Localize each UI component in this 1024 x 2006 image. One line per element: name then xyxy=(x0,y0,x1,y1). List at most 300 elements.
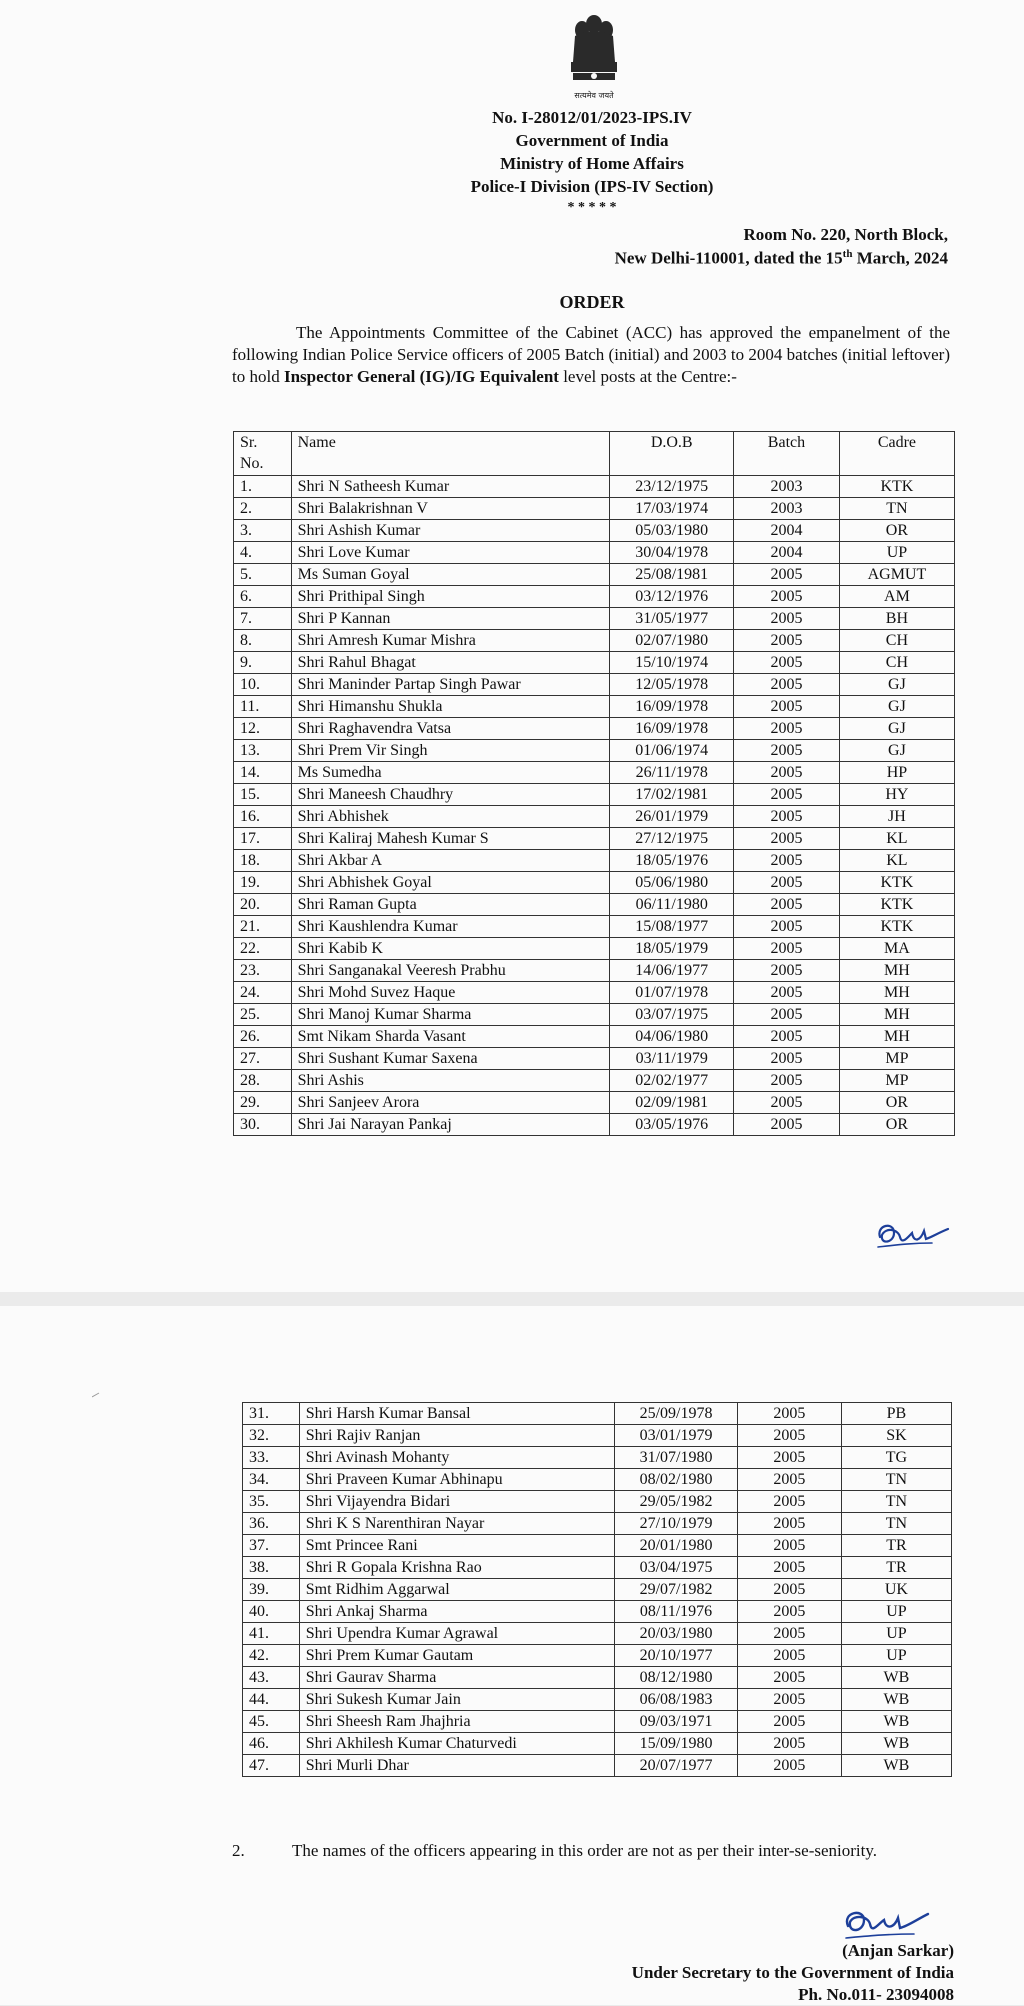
name-cell: Shri N Satheesh Kumar xyxy=(291,476,610,498)
ministry-title: Ministry of Home Affairs xyxy=(500,154,684,173)
batch-cell: 2005 xyxy=(734,872,840,894)
batch-cell: 2005 xyxy=(734,1048,840,1070)
header-name: Name xyxy=(291,432,610,476)
batch-cell: 2005 xyxy=(737,1755,841,1777)
cadre-cell: AGMUT xyxy=(839,564,954,586)
table-row xyxy=(234,586,955,608)
sr-no-cell: 13. xyxy=(234,740,292,762)
batch-cell: 2005 xyxy=(737,1623,841,1645)
table-row xyxy=(243,1425,952,1447)
sr-no-cell: 21. xyxy=(234,916,292,938)
cadre-cell: KTK xyxy=(839,872,954,894)
emblem-motto: सत्यमेव जयते xyxy=(574,91,614,100)
table-row xyxy=(234,916,955,938)
dob-cell: 25/09/1978 xyxy=(615,1403,738,1425)
batch-cell: 2005 xyxy=(734,1004,840,1026)
dob-cell: 18/05/1979 xyxy=(610,938,734,960)
name-cell: Shri Sanjeev Arora xyxy=(291,1092,610,1114)
handwritten-signature-icon xyxy=(872,1215,954,1255)
table-row xyxy=(243,1623,952,1645)
batch-cell: 2005 xyxy=(737,1667,841,1689)
dob-cell: 23/12/1975 xyxy=(610,476,734,498)
sr-no-cell: 11. xyxy=(234,696,292,718)
batch-cell: 2005 xyxy=(734,938,840,960)
batch-cell: 2005 xyxy=(734,1070,840,1092)
officers-table-part-2 xyxy=(242,1402,952,1777)
table-row xyxy=(234,784,955,806)
table-row xyxy=(234,1092,955,1114)
table-row xyxy=(234,740,955,762)
sr-no-cell: 30. xyxy=(234,1114,292,1136)
sr-no-cell: 25. xyxy=(234,1004,292,1026)
name-cell: Shri Akhilesh Kumar Chaturvedi xyxy=(299,1733,614,1755)
table-row xyxy=(234,608,955,630)
table-row xyxy=(234,960,955,982)
sr-no-cell: 33. xyxy=(243,1447,300,1469)
dob-cell: 06/11/1980 xyxy=(610,894,734,916)
batch-cell: 2005 xyxy=(734,652,840,674)
sr-no-cell: 7. xyxy=(234,608,292,630)
dob-cell: 25/08/1981 xyxy=(610,564,734,586)
table-row xyxy=(234,1026,955,1048)
name-cell: Shri K S Narenthiran Nayar xyxy=(299,1513,614,1535)
sr-no-cell: 31. xyxy=(243,1403,300,1425)
dob-cell: 08/11/1976 xyxy=(615,1601,738,1623)
table-row xyxy=(243,1601,952,1623)
batch-cell: 2005 xyxy=(737,1579,841,1601)
name-cell: Shri Akbar A xyxy=(291,850,610,872)
sr-no-cell: 24. xyxy=(234,982,292,1004)
header-cadre: Cadre xyxy=(839,432,954,476)
sr-no-cell: 23. xyxy=(234,960,292,982)
cadre-cell: GJ xyxy=(839,674,954,696)
table-row xyxy=(243,1579,952,1601)
table-row xyxy=(243,1513,952,1535)
batch-cell: 2005 xyxy=(734,784,840,806)
cadre-cell: GJ xyxy=(839,718,954,740)
batch-cell: 2005 xyxy=(737,1491,841,1513)
sr-no-cell: 6. xyxy=(234,586,292,608)
dob-cell: 31/07/1980 xyxy=(615,1447,738,1469)
cadre-cell: KL xyxy=(839,828,954,850)
table-row xyxy=(234,1114,955,1136)
table-row xyxy=(243,1535,952,1557)
file-number: No. I-28012/01/2023-IPS.IV xyxy=(492,108,692,127)
batch-cell: 2005 xyxy=(734,916,840,938)
dob-cell: 08/02/1980 xyxy=(615,1469,738,1491)
sr-no-cell: 2. xyxy=(234,498,292,520)
dob-cell: 03/04/1975 xyxy=(615,1557,738,1579)
division-title: Police-I Division (IPS-IV Section) xyxy=(470,177,714,196)
name-cell: Shri Harsh Kumar Bansal xyxy=(299,1403,614,1425)
dob-cell: 29/05/1982 xyxy=(615,1491,738,1513)
name-cell: Shri Jai Narayan Pankaj xyxy=(291,1114,610,1136)
page-mark xyxy=(92,1392,100,1398)
table-row xyxy=(234,476,955,498)
signatory-name: (Anjan Sarkar) xyxy=(842,1941,954,1960)
sr-no-cell: 38. xyxy=(243,1557,300,1579)
table-row xyxy=(234,542,955,564)
batch-cell: 2005 xyxy=(734,1092,840,1114)
name-cell: Shri P Kannan xyxy=(291,608,610,630)
sr-no-cell: 12. xyxy=(234,718,292,740)
name-cell: Smt Ridhim Aggarwal xyxy=(299,1579,614,1601)
sr-no-cell: 37. xyxy=(243,1535,300,1557)
table-row xyxy=(234,828,955,850)
name-cell: Smt Princee Rani xyxy=(299,1535,614,1557)
table-row xyxy=(243,1689,952,1711)
table-row xyxy=(234,1048,955,1070)
cadre-cell: JH xyxy=(839,806,954,828)
batch-cell: 2004 xyxy=(734,520,840,542)
name-cell: Shri Manoj Kumar Sharma xyxy=(291,1004,610,1026)
cadre-cell: WB xyxy=(841,1689,951,1711)
dob-cell: 03/05/1976 xyxy=(610,1114,734,1136)
cadre-cell: CH xyxy=(839,630,954,652)
sr-no-cell: 29. xyxy=(234,1092,292,1114)
dob-cell: 03/11/1979 xyxy=(610,1048,734,1070)
dob-cell: 15/10/1974 xyxy=(610,652,734,674)
batch-cell: 2005 xyxy=(737,1557,841,1579)
name-cell: Shri Maneesh Chaudhry xyxy=(291,784,610,806)
batch-cell: 2003 xyxy=(734,476,840,498)
name-cell: Shri Raman Gupta xyxy=(291,894,610,916)
order-paragraph-2: 2. The names of the officers appearing in this order are not as per their inter-se-seniority. xyxy=(232,1841,877,1860)
dob-cell: 20/10/1977 xyxy=(615,1645,738,1667)
dob-cell: 26/11/1978 xyxy=(610,762,734,784)
table-row xyxy=(243,1469,952,1491)
sr-no-cell: 4. xyxy=(234,542,292,564)
sr-no-cell: 36. xyxy=(243,1513,300,1535)
batch-cell: 2005 xyxy=(734,960,840,982)
batch-cell: 2005 xyxy=(737,1447,841,1469)
cadre-cell: KTK xyxy=(839,476,954,498)
name-cell: Shri Vijayendra Bidari xyxy=(299,1491,614,1513)
sr-no-cell: 19. xyxy=(234,872,292,894)
table-header-row xyxy=(234,432,955,476)
sr-no-cell: 44. xyxy=(243,1689,300,1711)
cadre-cell: HP xyxy=(839,762,954,784)
dob-cell: 20/07/1977 xyxy=(615,1755,738,1777)
batch-cell: 2005 xyxy=(737,1711,841,1733)
batch-cell: 2005 xyxy=(737,1535,841,1557)
batch-cell: 2005 xyxy=(734,696,840,718)
name-cell: Shri Kaushlendra Kumar xyxy=(291,916,610,938)
dob-cell: 14/06/1977 xyxy=(610,960,734,982)
sr-no-cell: 17. xyxy=(234,828,292,850)
table-row xyxy=(234,718,955,740)
dob-cell: 16/09/1978 xyxy=(610,696,734,718)
sr-no-cell: 41. xyxy=(243,1623,300,1645)
dob-cell: 20/01/1980 xyxy=(615,1535,738,1557)
sr-no-cell: 20. xyxy=(234,894,292,916)
name-cell: Shri Kabib K xyxy=(291,938,610,960)
cadre-cell: GJ xyxy=(839,696,954,718)
table-row xyxy=(234,564,955,586)
table-row xyxy=(234,498,955,520)
sr-no-cell: 26. xyxy=(234,1026,292,1048)
cadre-cell: MH xyxy=(839,1026,954,1048)
batch-cell: 2005 xyxy=(734,828,840,850)
sr-no-cell: 22. xyxy=(234,938,292,960)
table-row xyxy=(234,652,955,674)
name-cell: Shri Ashish Kumar xyxy=(291,520,610,542)
name-cell: Smt Nikam Sharda Vasant xyxy=(291,1026,610,1048)
batch-cell: 2005 xyxy=(737,1469,841,1491)
sr-no-cell: 18. xyxy=(234,850,292,872)
batch-cell: 2005 xyxy=(737,1403,841,1425)
dob-cell: 17/02/1981 xyxy=(610,784,734,806)
batch-cell: 2005 xyxy=(734,608,840,630)
sr-no-cell: 42. xyxy=(243,1645,300,1667)
sr-no-cell: 14. xyxy=(234,762,292,784)
cadre-cell: BH xyxy=(839,608,954,630)
dob-cell: 04/06/1980 xyxy=(610,1026,734,1048)
table-row xyxy=(243,1557,952,1579)
name-cell: Shri Amresh Kumar Mishra xyxy=(291,630,610,652)
dob-cell: 05/03/1980 xyxy=(610,520,734,542)
name-cell: Shri Avinash Mohanty xyxy=(299,1447,614,1469)
dob-cell: 01/06/1974 xyxy=(610,740,734,762)
name-cell: Shri Abhishek Goyal xyxy=(291,872,610,894)
name-cell: Shri Love Kumar xyxy=(291,542,610,564)
cadre-cell: TG xyxy=(841,1447,951,1469)
cadre-cell: UP xyxy=(841,1601,951,1623)
dob-cell: 20/03/1980 xyxy=(615,1623,738,1645)
sr-no-cell: 35. xyxy=(243,1491,300,1513)
header-batch: Batch xyxy=(734,432,840,476)
table-row xyxy=(243,1645,952,1667)
table-row xyxy=(243,1491,952,1513)
cadre-cell: HY xyxy=(839,784,954,806)
cadre-cell: MP xyxy=(839,1048,954,1070)
dob-cell: 18/05/1976 xyxy=(610,850,734,872)
name-cell: Shri Gaurav Sharma xyxy=(299,1667,614,1689)
name-cell: Shri Rahul Bhagat xyxy=(291,652,610,674)
dob-cell: 08/12/1980 xyxy=(615,1667,738,1689)
cadre-cell: WB xyxy=(841,1711,951,1733)
dob-cell: 26/01/1979 xyxy=(610,806,734,828)
table-row xyxy=(234,1004,955,1026)
batch-cell: 2005 xyxy=(734,762,840,784)
sr-no-cell: 47. xyxy=(243,1755,300,1777)
dob-cell: 16/09/1978 xyxy=(610,718,734,740)
cadre-cell: KL xyxy=(839,850,954,872)
sr-no-cell: 46. xyxy=(243,1733,300,1755)
sr-no-cell: 40. xyxy=(243,1601,300,1623)
dob-cell: 27/10/1979 xyxy=(615,1513,738,1535)
dob-cell: 09/03/1971 xyxy=(615,1711,738,1733)
cadre-cell: UK xyxy=(841,1579,951,1601)
name-cell: Shri Sushant Kumar Saxena xyxy=(291,1048,610,1070)
name-cell: Shri Prithipal Singh xyxy=(291,586,610,608)
cadre-cell: UP xyxy=(839,542,954,564)
table-row xyxy=(243,1733,952,1755)
dob-cell: 01/07/1978 xyxy=(610,982,734,1004)
batch-cell: 2005 xyxy=(737,1733,841,1755)
batch-cell: 2005 xyxy=(734,982,840,1004)
name-cell: Shri Maninder Partap Singh Pawar xyxy=(291,674,610,696)
sr-no-cell: 8. xyxy=(234,630,292,652)
table-row xyxy=(234,520,955,542)
dob-cell: 06/08/1983 xyxy=(615,1689,738,1711)
dob-cell: 29/07/1982 xyxy=(615,1579,738,1601)
order-date: New Delhi-110001, dated the 15th March, 2024 xyxy=(614,248,948,268)
dob-cell: 30/04/1978 xyxy=(610,542,734,564)
table-row xyxy=(234,762,955,784)
sr-no-cell: 16. xyxy=(234,806,292,828)
cadre-cell: TN xyxy=(841,1491,951,1513)
table-row xyxy=(243,1667,952,1689)
sr-no-cell: 15. xyxy=(234,784,292,806)
cadre-cell: OR xyxy=(839,1114,954,1136)
name-cell: Shri Ashis xyxy=(291,1070,610,1092)
cadre-cell: MH xyxy=(839,982,954,1004)
batch-cell: 2005 xyxy=(734,674,840,696)
dob-cell: 03/01/1979 xyxy=(615,1425,738,1447)
national-emblem-icon xyxy=(563,14,625,104)
cadre-cell: TN xyxy=(841,1513,951,1535)
name-cell: Shri Prem Vir Singh xyxy=(291,740,610,762)
table-row xyxy=(243,1711,952,1733)
cadre-cell: TN xyxy=(839,498,954,520)
batch-cell: 2005 xyxy=(734,1026,840,1048)
name-cell: Shri Upendra Kumar Agrawal xyxy=(299,1623,614,1645)
sr-no-cell: 9. xyxy=(234,652,292,674)
name-cell: Shri Kaliraj Mahesh Kumar S xyxy=(291,828,610,850)
table-row xyxy=(234,806,955,828)
sr-no-cell: 34. xyxy=(243,1469,300,1491)
signatory-designation: Under Secretary to the Government of India xyxy=(631,1963,954,1982)
name-cell: Shri R Gopala Krishna Rao xyxy=(299,1557,614,1579)
dob-cell: 02/02/1977 xyxy=(610,1070,734,1092)
cadre-cell: MP xyxy=(839,1070,954,1092)
batch-cell: 2005 xyxy=(737,1645,841,1667)
cadre-cell: MH xyxy=(839,960,954,982)
name-cell: Shri Murli Dhar xyxy=(299,1755,614,1777)
dob-cell: 15/08/1977 xyxy=(610,916,734,938)
cadre-cell: OR xyxy=(839,520,954,542)
cadre-cell: MA xyxy=(839,938,954,960)
batch-cell: 2005 xyxy=(737,1513,841,1535)
office-address: Room No. 220, North Block, xyxy=(743,225,948,244)
dob-cell: 31/05/1977 xyxy=(610,608,734,630)
government-title: Government of India xyxy=(515,131,669,150)
cadre-cell: KTK xyxy=(839,894,954,916)
batch-cell: 2005 xyxy=(737,1425,841,1447)
cadre-cell: TN xyxy=(841,1469,951,1491)
batch-cell: 2005 xyxy=(734,630,840,652)
cadre-cell: SK xyxy=(841,1425,951,1447)
table-row xyxy=(243,1403,952,1425)
batch-cell: 2005 xyxy=(737,1689,841,1711)
cadre-cell: WB xyxy=(841,1667,951,1689)
name-cell: Shri Mohd Suvez Haque xyxy=(291,982,610,1004)
table-row xyxy=(234,696,955,718)
sr-no-cell: 27. xyxy=(234,1048,292,1070)
order-paragraph-1: The Appointments Committee of the Cabinet (ACC) has approved the empanelment of the following Indian Police Service officers of 2005 Batch (initial) and 2003 to 2004 batches (initial leftover) to hold Inspector General (IG)/IG Equivalent level posts at the Centre:- xyxy=(232,323,950,386)
batch-cell: 2005 xyxy=(734,718,840,740)
name-cell: Shri Rajiv Ranjan xyxy=(299,1425,614,1447)
dob-cell: 27/12/1975 xyxy=(610,828,734,850)
sr-no-cell: 1. xyxy=(234,476,292,498)
table-row xyxy=(234,674,955,696)
signatory-phone: Ph. No.011- 23094008 xyxy=(798,1985,954,2004)
officers-table-part-1 xyxy=(233,431,955,1136)
dob-cell: 05/06/1980 xyxy=(610,872,734,894)
dob-cell: 17/03/1974 xyxy=(610,498,734,520)
sr-no-cell: 43. xyxy=(243,1667,300,1689)
cadre-cell: TR xyxy=(841,1535,951,1557)
dob-cell: 03/12/1976 xyxy=(610,586,734,608)
name-cell: Shri Prem Kumar Gautam xyxy=(299,1645,614,1667)
dob-cell: 02/07/1980 xyxy=(610,630,734,652)
table-row xyxy=(234,1070,955,1092)
name-cell: Shri Sukesh Kumar Jain xyxy=(299,1689,614,1711)
cadre-cell: TR xyxy=(841,1557,951,1579)
batch-cell: 2004 xyxy=(734,542,840,564)
name-cell: Shri Himanshu Shukla xyxy=(291,696,610,718)
dob-cell: 02/09/1981 xyxy=(610,1092,734,1114)
header-dob: D.O.B xyxy=(610,432,734,476)
table-row xyxy=(234,850,955,872)
table-row xyxy=(234,872,955,894)
batch-cell: 2005 xyxy=(734,564,840,586)
table-row xyxy=(243,1447,952,1469)
table-row xyxy=(234,894,955,916)
table-row xyxy=(243,1755,952,1777)
cadre-cell: KTK xyxy=(839,916,954,938)
table-row xyxy=(234,630,955,652)
cadre-cell: UP xyxy=(841,1645,951,1667)
header-sr-no: Sr. No. xyxy=(234,432,292,476)
batch-cell: 2005 xyxy=(734,894,840,916)
batch-cell: 2005 xyxy=(734,586,840,608)
dob-cell: 03/07/1975 xyxy=(610,1004,734,1026)
sr-no-cell: 32. xyxy=(243,1425,300,1447)
cadre-cell: OR xyxy=(839,1092,954,1114)
cadre-cell: CH xyxy=(839,652,954,674)
cadre-cell: AM xyxy=(839,586,954,608)
name-cell: Ms Sumedha xyxy=(291,762,610,784)
batch-cell: 2005 xyxy=(734,806,840,828)
name-cell: Shri Praveen Kumar Abhinapu xyxy=(299,1469,614,1491)
cadre-cell: GJ xyxy=(839,740,954,762)
cadre-cell: WB xyxy=(841,1755,951,1777)
name-cell: Shri Ankaj Sharma xyxy=(299,1601,614,1623)
sr-no-cell: 10. xyxy=(234,674,292,696)
dob-cell: 15/09/1980 xyxy=(615,1733,738,1755)
sr-no-cell: 45. xyxy=(243,1711,300,1733)
table-row xyxy=(234,938,955,960)
table-row xyxy=(234,982,955,1004)
cadre-cell: UP xyxy=(841,1623,951,1645)
name-cell: Shri Abhishek xyxy=(291,806,610,828)
batch-cell: 2003 xyxy=(734,498,840,520)
cadre-cell: PB xyxy=(841,1403,951,1425)
batch-cell: 2005 xyxy=(737,1601,841,1623)
sr-no-cell: 28. xyxy=(234,1070,292,1092)
batch-cell: 2005 xyxy=(734,850,840,872)
sr-no-cell: 3. xyxy=(234,520,292,542)
name-cell: Shri Balakrishnan V xyxy=(291,498,610,520)
sr-no-cell: 5. xyxy=(234,564,292,586)
cadre-cell: MH xyxy=(839,1004,954,1026)
batch-cell: 2005 xyxy=(734,1114,840,1136)
name-cell: Shri Sheesh Ram Jhajhria xyxy=(299,1711,614,1733)
name-cell: Ms Suman Goyal xyxy=(291,564,610,586)
order-title: ORDER xyxy=(559,292,625,312)
